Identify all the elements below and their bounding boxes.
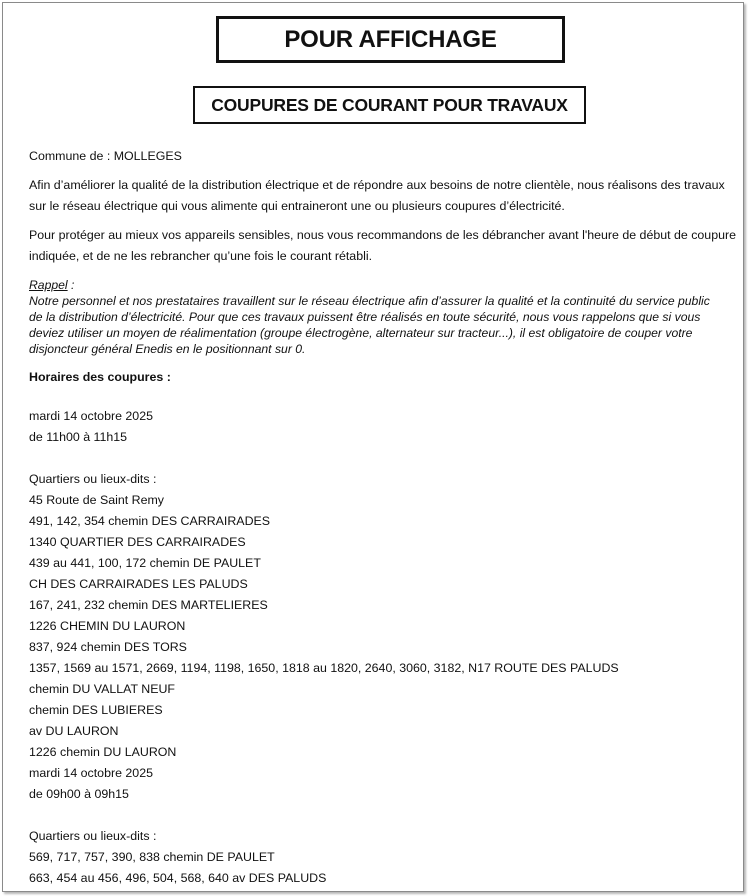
- intro-line-2: sur le réseau électrique qui vous alimente qui entraineront une ou plusieurs coupures d’électricité.: [29, 199, 565, 213]
- list-item: 1340 QUARTIER DES CARRAIRADES: [29, 535, 246, 549]
- slot1-date: mardi 14 octobre 2025: [29, 409, 153, 423]
- slot2-time: de 09h00 à 09h15: [29, 787, 129, 801]
- rappel-line-1: Notre personnel et nos prestataires travaillent sur le réseau électrique afin d’assurer la qualité et la continuité du service public: [29, 294, 710, 308]
- protect-line-2: indiquée, et de ne les rebrancher qu’une fois le courant rétabli.: [29, 249, 373, 263]
- slot2-date: mardi 14 octobre 2025: [29, 766, 153, 780]
- slot2-places-label: Quartiers ou lieux-dits :: [29, 829, 157, 843]
- slot1-places-label: Quartiers ou lieux-dits :: [29, 472, 157, 486]
- list-item: 1226 chemin DU LAURON: [29, 745, 177, 759]
- list-item: av DU LAURON: [29, 724, 119, 738]
- notice-subtitle: COUPURES DE COURANT POUR TRAVAUX: [193, 86, 586, 124]
- list-item: 45 Route de Saint Remy: [29, 493, 164, 507]
- list-item: 569, 717, 757, 390, 838 chemin DE PAULET: [29, 850, 275, 864]
- intro-line-1: Afin d’améliorer la qualité de la distribution électrique et de répondre aux besoins de notre clientèle, nous réalisons des travaux: [29, 178, 725, 192]
- rappel-label: Rappel: [29, 278, 68, 292]
- list-item: chemin DU VALLAT NEUF: [29, 682, 175, 696]
- rappel-line-3: deviez utiliser un moyen de réalimentation (groupe électrogène, alternateur sur tracteur...), il est obligatoire de couper votre: [29, 326, 693, 340]
- protect-line-1: Pour protéger au mieux vos appareils sensibles, nous vous recommandons de les débrancher avant l'heure de début de coupure: [29, 228, 736, 242]
- list-item: 439 au 441, 100, 172 chemin DE PAULET: [29, 556, 261, 570]
- schedule-heading: Horaires des coupures :: [29, 370, 171, 384]
- list-item: 1357, 1569 au 1571, 2669, 1194, 1198, 1650, 1818 au 1820, 2640, 3060, 3182, N17 ROUTE DES PALUDS: [29, 661, 619, 675]
- rappel-label-suffix: :: [67, 278, 75, 292]
- list-item: 837, 924 chemin DES TORS: [29, 640, 187, 654]
- slot1-time: de 11h00 à 11h15: [29, 430, 128, 444]
- rappel-heading: [29, 277, 74, 293]
- list-item: chemin DES LUBIERES: [29, 703, 163, 717]
- list-item: 1226 CHEMIN DU LAURON: [29, 619, 186, 633]
- notice-title: POUR AFFICHAGE: [216, 16, 565, 63]
- rappel-line-4: disjoncteur général Enedis en le positionnant sur 0.: [29, 342, 306, 356]
- list-item: 491, 142, 354 chemin DES CARRAIRADES: [29, 514, 271, 528]
- list-item: 663, 454 au 456, 496, 504, 568, 640 av DES PALUDS: [29, 871, 327, 885]
- list-item: CH DES CARRAIRADES LES PALUDS: [29, 577, 248, 591]
- rappel-line-2: de la distribution d’électricité. Pour que ces travaux puissent être réalisés en toute sécurité, nous vous rappelons que si vous: [29, 310, 701, 324]
- commune-line: Commune de : MOLLEGES: [29, 149, 182, 163]
- list-item: 167, 241, 232 chemin DES MARTELIERES: [29, 598, 268, 612]
- notice-page: [2, 2, 744, 892]
